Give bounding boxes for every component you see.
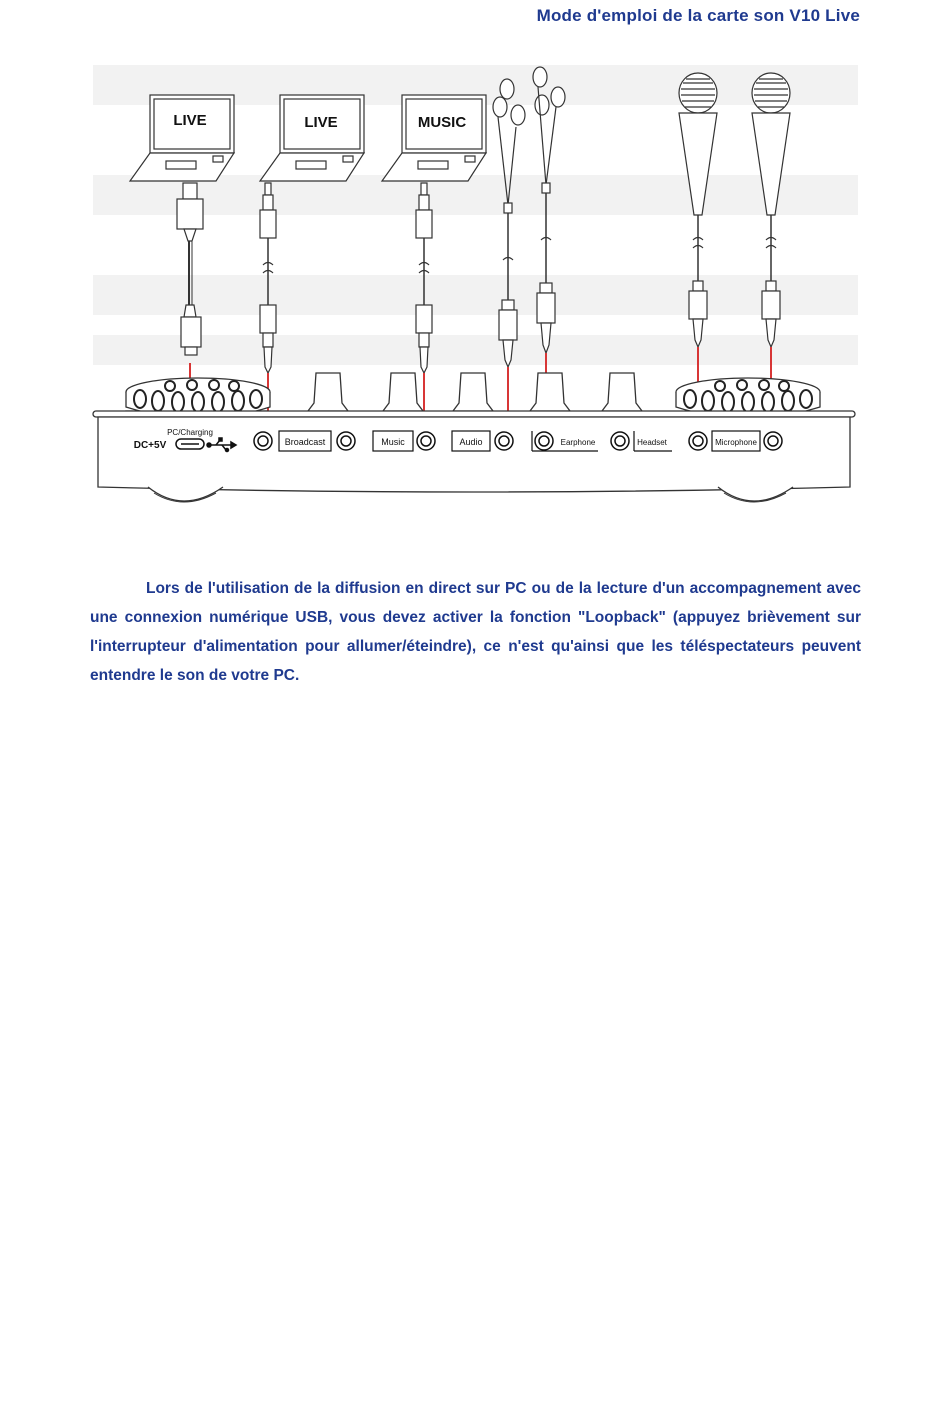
laptop-1	[130, 95, 234, 181]
port-headset: Headset	[637, 438, 667, 447]
laptop-2	[260, 95, 364, 181]
port-music: Music	[381, 437, 405, 447]
laptop-1-label: LIVE	[173, 112, 207, 129]
dc-label: DC+5V	[133, 440, 167, 451]
port-earphone: Earphone	[560, 438, 596, 447]
diagram-svg	[88, 55, 862, 520]
usb-c-port	[176, 439, 204, 449]
usb-cable	[177, 183, 203, 355]
instruction-paragraph: Lors de l'utilisation de la diffusion en direct sur PC ou de la lecture d'un accompagnement avec une connexion numérique USB, vous devez activer la fonction "Loopback" (appuyez brièvement sur l'interrupteur d'alimentation pour allumer/éteindre), ce n'est qu'ainsi que les téléspectateurs peuvent entendre le son de votre PC.	[90, 580, 861, 684]
laptop-3-label: MUSIC	[417, 114, 467, 131]
page-title: Mode d'emploi de la carte son V10 Live	[536, 6, 860, 25]
earphones	[493, 67, 565, 367]
pc-charging-label: PC/Charging	[167, 428, 213, 437]
port-microphone: Microphone	[715, 438, 757, 447]
port-audio: Audio	[459, 437, 483, 447]
connection-diagram	[88, 55, 862, 520]
sliders	[308, 373, 642, 411]
port-broadcast: Broadcast	[284, 437, 326, 447]
laptop-2-label: LIVE	[304, 114, 338, 131]
laptop-3	[382, 95, 486, 181]
